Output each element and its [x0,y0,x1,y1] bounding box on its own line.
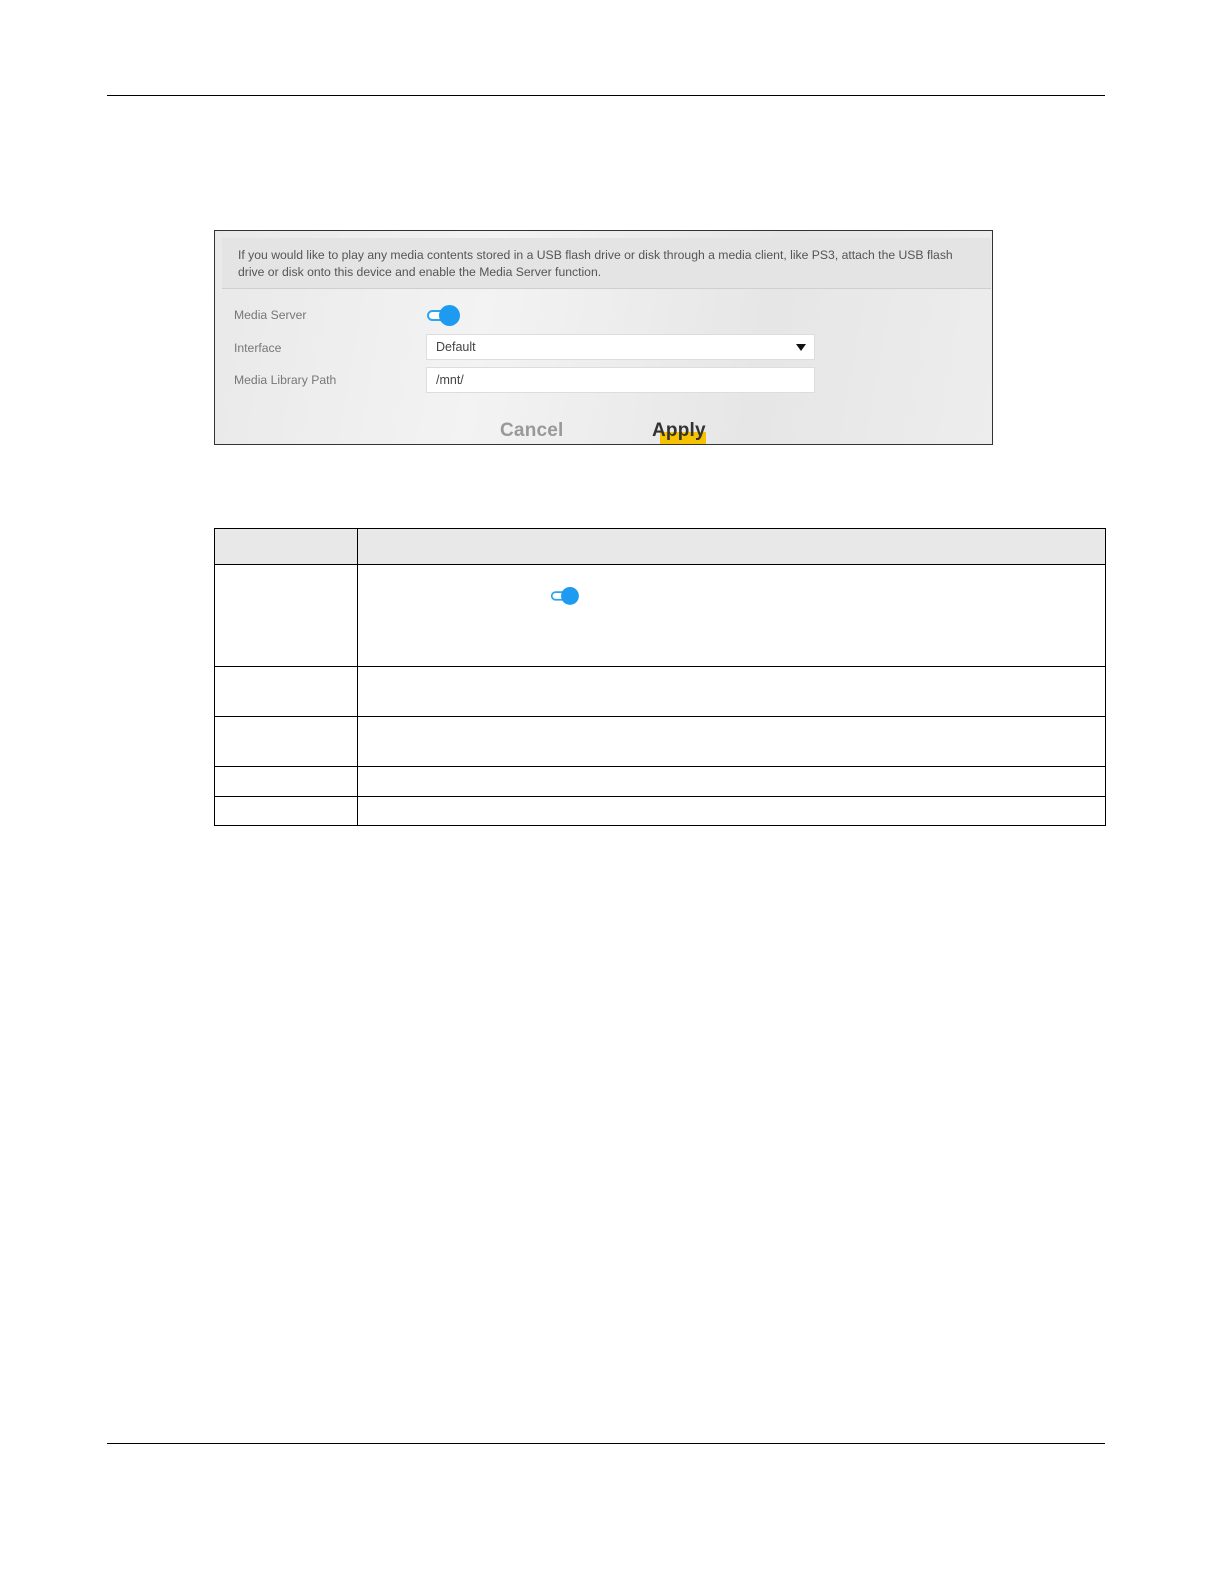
table-cell [215,797,358,826]
intro-text: If you would like to play any media contents stored in a USB flash drive or disk through a media client, like PS3, attach the USB flash drive or disk onto this device and enable the Media Server function. [222,238,991,289]
table-cell [358,797,1106,826]
table-header-cell [215,529,358,565]
toggle-switch-icon [550,587,581,606]
table-cell [358,667,1106,717]
interface-select[interactable] [426,334,815,360]
field-description-table [214,528,1106,826]
header-rule [107,95,1105,96]
interface-label: Interface [234,341,282,355]
table-row [215,667,1106,717]
table-row [215,565,1106,667]
media-server-label: Media Server [234,308,307,322]
library-path-label: Media Library Path [234,373,337,387]
table-row [215,767,1106,797]
table-header-cell [358,529,1106,565]
cancel-button[interactable]: Cancel [500,420,564,441]
table-cell [215,667,358,717]
footer-rule [107,1443,1105,1444]
table-row [215,797,1106,826]
table-cell [215,717,358,767]
toggle-knob [439,305,460,326]
table-cell [215,767,358,797]
table-row [215,717,1106,767]
table-cell [215,565,358,667]
apply-button[interactable]: Apply [652,420,706,441]
table-cell [358,767,1106,797]
table-header-row [215,529,1106,565]
library-path-value: /mnt/ [436,373,464,387]
interface-selected-value: Default [436,340,476,354]
chevron-down-icon [796,344,806,351]
library-path-input[interactable] [426,367,815,393]
media-server-toggle[interactable] [426,305,462,327]
media-server-screenshot [214,230,993,445]
table-cell [358,565,1106,667]
table-cell [358,717,1106,767]
